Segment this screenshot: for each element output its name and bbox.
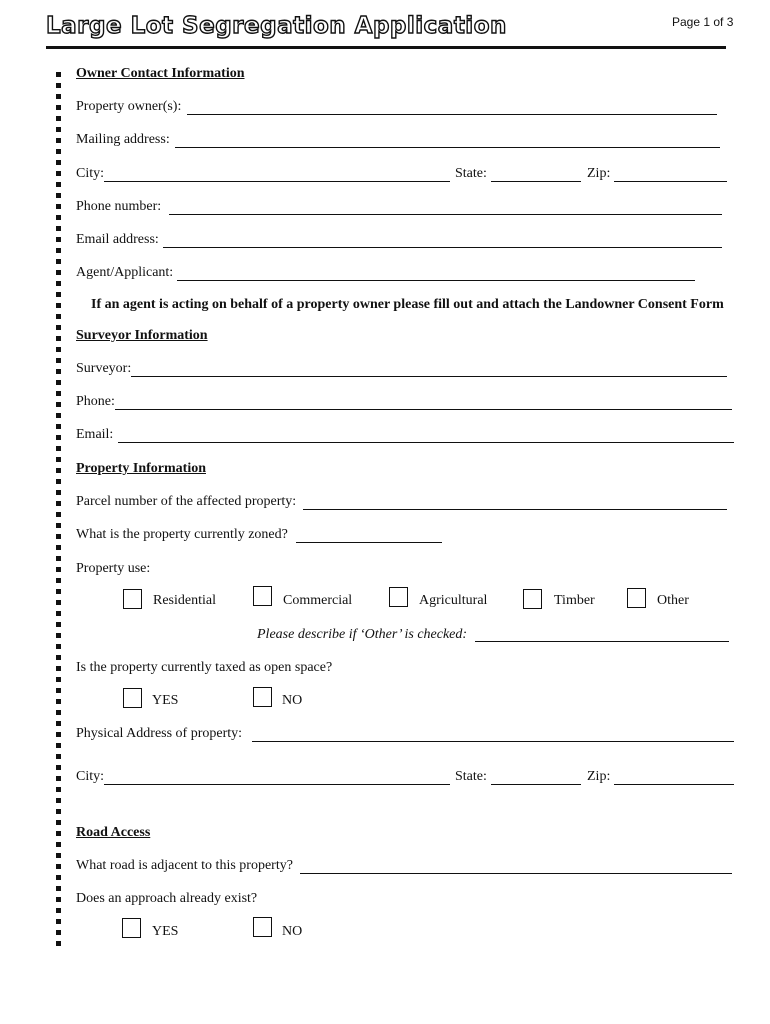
surveyor-field[interactable]	[131, 376, 727, 377]
surveyor-section-heading: Surveyor Information	[76, 328, 208, 343]
other-describe-label: Please describe if ‘Other’ is checked:	[257, 627, 468, 642]
open-space-no-label: NO	[282, 693, 303, 708]
state-label: State:	[455, 166, 487, 181]
other-checkbox[interactable]	[627, 588, 646, 608]
zip-label: Zip:	[587, 166, 611, 181]
zoned-field[interactable]	[296, 542, 442, 543]
approach-yes-label: YES	[152, 924, 179, 939]
property-state-label: State:	[455, 769, 487, 784]
page-number: Page 1 of 3	[672, 15, 734, 29]
property-city-field[interactable]	[104, 784, 450, 785]
email-field[interactable]	[163, 247, 722, 248]
owners-field[interactable]	[187, 114, 717, 115]
agent-field[interactable]	[177, 280, 695, 281]
commercial-checkbox[interactable]	[253, 586, 272, 606]
property-section-heading: Property Information	[76, 461, 206, 476]
mailing-field[interactable]	[175, 147, 720, 148]
parcel-field[interactable]	[303, 509, 727, 510]
open-space-label: Is the property currently taxed as open space?	[76, 660, 333, 675]
owner-section-heading: Owner Contact Information	[76, 66, 245, 81]
zip-field[interactable]	[614, 181, 727, 182]
road-adjacent-label: What road is adjacent to this property?	[76, 858, 293, 873]
approach-label: Does an approach already exist?	[76, 891, 258, 906]
property-use-label: Property use:	[76, 561, 151, 576]
property-city-label: City:	[76, 769, 105, 784]
property-zip-field[interactable]	[614, 784, 734, 785]
road-section-heading: Road Access	[76, 825, 151, 840]
surveyor-email-field[interactable]	[118, 442, 734, 443]
timber-checkbox[interactable]	[523, 589, 542, 609]
open-space-yes-label: YES	[152, 693, 179, 708]
agent-note: If an agent is acting on behalf of a property owner please fill out and attach the Landowner Consent Form	[91, 297, 724, 312]
form-title: Large Lot Segregation Application	[46, 13, 507, 39]
property-zip-label: Zip:	[587, 769, 611, 784]
phone-label: Phone number:	[76, 199, 162, 214]
surveyor-label: Surveyor:	[76, 361, 132, 376]
surveyor-phone-label: Phone:	[76, 394, 115, 409]
header-rule	[46, 46, 726, 49]
surveyor-phone-field[interactable]	[115, 409, 732, 410]
road-adjacent-field[interactable]	[300, 873, 732, 874]
approach-no-checkbox[interactable]	[253, 917, 272, 937]
other-describe-field[interactable]	[475, 641, 729, 642]
agricultural-checkbox[interactable]	[389, 587, 408, 607]
agricultural-label: Agricultural	[419, 593, 488, 608]
residential-label: Residential	[153, 593, 216, 608]
mailing-label: Mailing address:	[76, 132, 170, 147]
physical-address-label: Physical Address of property:	[76, 726, 243, 741]
approach-yes-checkbox[interactable]	[122, 918, 141, 938]
residential-checkbox[interactable]	[123, 589, 142, 609]
owners-label: Property owner(s):	[76, 99, 182, 114]
commercial-label: Commercial	[283, 593, 353, 608]
agent-label: Agent/Applicant:	[76, 265, 174, 280]
other-label: Other	[657, 593, 689, 608]
timber-label: Timber	[554, 593, 595, 608]
approach-no-label: NO	[282, 924, 303, 939]
parcel-label: Parcel number of the affected property:	[76, 494, 297, 509]
surveyor-email-label: Email:	[76, 427, 114, 442]
city-label: City:	[76, 166, 105, 181]
zoned-label: What is the property currently zoned?	[76, 527, 288, 542]
open-space-no-checkbox[interactable]	[253, 687, 272, 707]
open-space-yes-checkbox[interactable]	[123, 688, 142, 708]
property-state-field[interactable]	[491, 784, 581, 785]
city-field[interactable]	[104, 181, 450, 182]
email-label: Email address:	[76, 232, 159, 247]
physical-address-field[interactable]	[252, 741, 734, 742]
bullet-column	[56, 72, 61, 952]
state-field[interactable]	[491, 181, 581, 182]
phone-field[interactable]	[169, 214, 722, 215]
